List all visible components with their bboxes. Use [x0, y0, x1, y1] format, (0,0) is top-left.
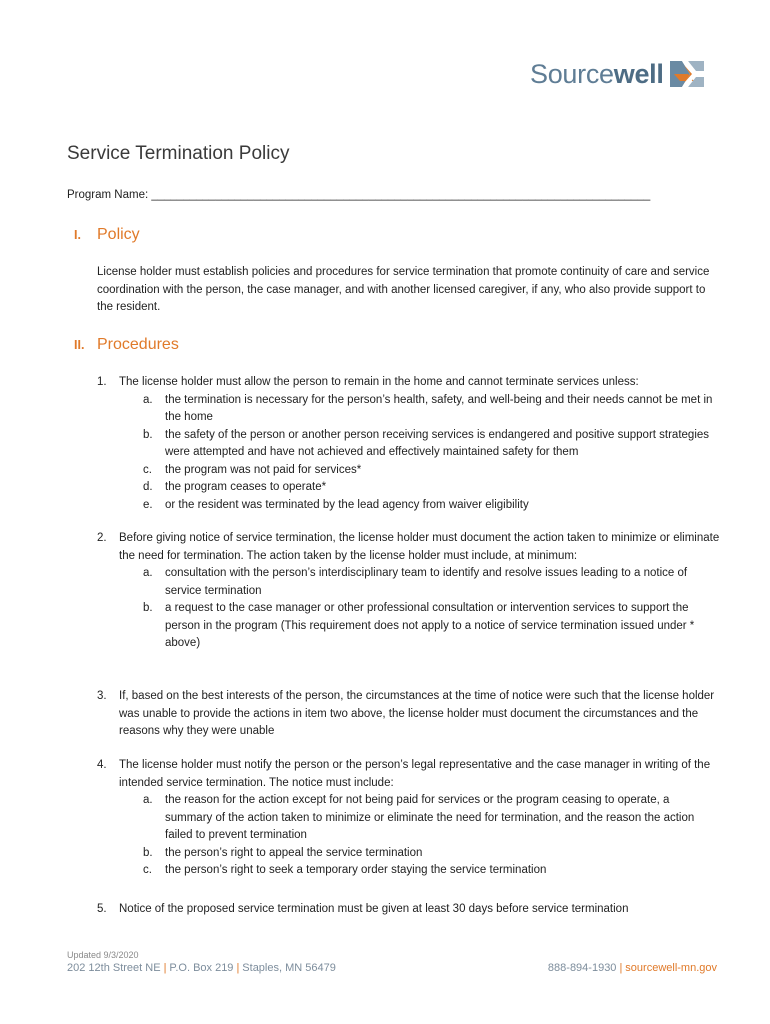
sub-text: consultation with the person’s interdisciplinary team to identify and resolve issues leading to a notice of service termination	[165, 567, 688, 597]
sub-text: the program was not paid for services*	[165, 463, 362, 476]
sub-letter: b.	[143, 602, 153, 614]
sub-text: or the resident was terminated by the lead agency from waiver eligibility	[165, 498, 529, 511]
sub-letter: b.	[143, 428, 153, 441]
sourcewell-arrow-icon	[668, 57, 706, 91]
item-number: 2.	[97, 532, 107, 544]
sub-letter: e.	[143, 498, 153, 511]
item-text: Before giving notice of service termination, the license holder must document the action taken to minimize or eliminate the need for termination. The action taken by the license holder must include, at minimum:	[119, 532, 720, 562]
sub-letter: a.	[143, 567, 153, 579]
policy-text: License holder must establish policies and procedures for service termination that promote continuity of care and service coordination with the person, the case manager, and with another licensed caregiver, if any, who also provide support to the resident.	[97, 266, 710, 313]
sub-letter: c.	[143, 463, 152, 476]
sub-item	[143, 792, 713, 845]
item-number: 5.	[97, 903, 107, 915]
section-number: I.	[74, 228, 81, 242]
sub-item	[143, 479, 713, 497]
section-heading-policy	[74, 226, 140, 244]
item-text: The license holder must notify the person or the person’s legal representative and the case manager in writing of the intended service termination. The notice must include:	[119, 759, 711, 789]
item-number: 4.	[97, 759, 107, 771]
procedure-item-4	[97, 757, 721, 880]
footer-address	[67, 962, 336, 974]
sub-item	[143, 565, 713, 600]
sub-text: the program ceases to operate*	[165, 481, 327, 493]
item-text: If, based on the best interests of the person, the circumstances at the time of notice were such that the license holder was unable to provide the actions in item two above, the license holder must document the circumstances and the reasons why they were unable	[119, 690, 715, 737]
item-text: The license holder must allow the person to remain in the home and cannot terminate services unless:	[119, 376, 639, 388]
separator: |	[236, 962, 240, 974]
sub-letter: c.	[143, 864, 152, 876]
sub-text: the safety of the person or another person receiving services is endangered and positive support strategies were attempted and have not achieved and effectively maintained safety for them	[165, 428, 710, 458]
section-title: Policy	[97, 226, 140, 243]
updated-date: Updated 9/3/2020	[67, 950, 139, 960]
procedure-item-3	[97, 688, 721, 741]
sub-letter: a.	[143, 393, 153, 406]
sub-letter: a.	[143, 794, 153, 806]
program-name-blank: ______________________________________________________________________________	[151, 189, 651, 201]
separator: |	[163, 962, 167, 974]
sub-item	[143, 845, 713, 863]
footer-contact-row	[67, 962, 717, 974]
item-number: 1.	[97, 376, 107, 388]
program-name-line	[67, 189, 650, 201]
item-number: 3.	[97, 690, 107, 702]
sub-text: the person’s right to seek a temporary order staying the service termination	[165, 864, 547, 876]
program-name-label: Program Name:	[67, 189, 149, 201]
page-title: Service Termination Policy	[67, 143, 290, 164]
page-footer	[67, 950, 717, 974]
procedure-item-1	[97, 374, 721, 514]
procedure-item-2	[97, 530, 721, 653]
address-city: Staples, MN 56479	[242, 962, 336, 974]
address-street: 202 12th Street NE	[67, 962, 161, 974]
website-link[interactable]: sourcewell-mn.gov	[625, 962, 717, 974]
sub-item	[143, 862, 713, 880]
sub-text: the termination is necessary for the person’s health, safety, and well-being and their needs cannot be met in the home	[165, 393, 713, 423]
sub-item	[143, 600, 713, 653]
footer-contact	[548, 962, 717, 974]
sub-letter: d.	[143, 481, 153, 493]
sub-item	[143, 392, 713, 427]
sub-text: the person’s right to appeal the service termination	[165, 846, 423, 859]
phone-number: 888-894-1930	[547, 962, 617, 974]
procedure-item-5	[97, 901, 721, 919]
sub-item	[143, 462, 713, 480]
sub-text: a request to the case manager or other professional consultation or intervention services to support the person in the program (This requirement does not apply to a notice of service termination issued under * above)	[165, 602, 695, 649]
section-title: Procedures	[97, 336, 179, 353]
item-text: Notice of the proposed service termination must be given at least 30 days before service termination	[119, 903, 629, 915]
sub-item	[143, 497, 713, 515]
sourcewell-logo	[530, 56, 706, 92]
section-heading-procedures	[74, 336, 179, 354]
logo-text: Sourcewell	[530, 58, 664, 89]
sub-letter: b.	[143, 846, 153, 859]
address-po-box: P.O. Box 219	[169, 962, 234, 974]
sub-item	[143, 427, 713, 462]
section-number: II.	[74, 338, 85, 352]
separator: |	[619, 962, 623, 974]
sub-text: the reason for the action except for not being paid for services or the program ceasing to operate, a summary of the action taken to minimize or eliminate the need for termination, and the reason the action failed to prevent termination	[165, 794, 695, 841]
